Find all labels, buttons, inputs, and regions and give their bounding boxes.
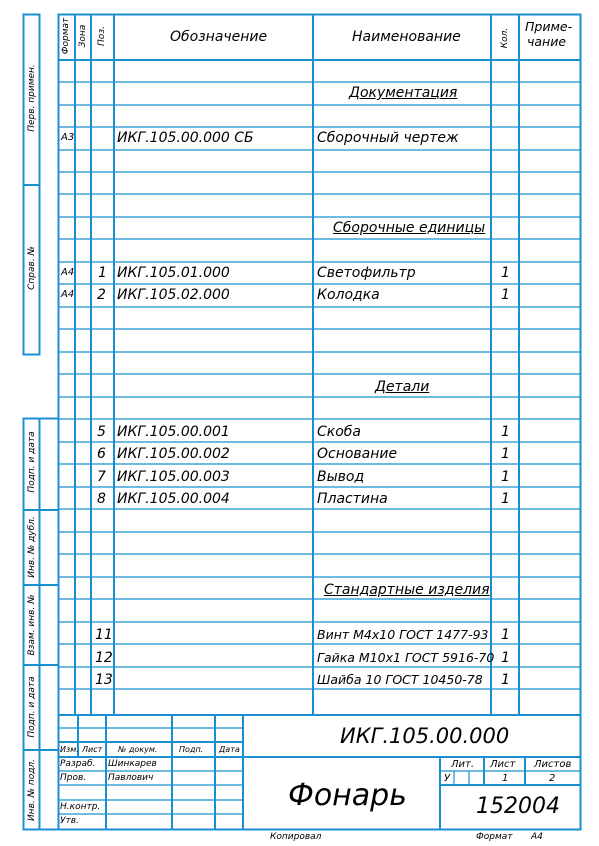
footer-copied: Копировал <box>270 832 322 842</box>
asm2-format: А4 <box>61 289 75 300</box>
tb-designation: ИКГ.105.00.000 <box>340 724 510 748</box>
part4-designation: ИКГ.105.00.004 <box>117 491 230 507</box>
side-inv-podl: Инв. № подл. <box>27 758 37 822</box>
tb-prov-name: Павлович <box>108 773 154 783</box>
asm1-designation: ИКГ.105.01.000 <box>117 265 230 281</box>
section-documentation: Документация <box>349 85 458 101</box>
section-assembly-units: Сборочные единицы <box>333 220 486 236</box>
asm1-qty: 1 <box>501 265 510 281</box>
std2-pos: 12 <box>95 650 113 666</box>
std1-name: Винт М4х10 ГОСТ 1477-93 <box>317 627 489 642</box>
doc-format: А3 <box>61 132 75 143</box>
std3-pos: 13 <box>95 672 113 688</box>
std2-qty: 1 <box>501 650 510 666</box>
tb-nkontr-label: Н.контр. <box>60 802 101 812</box>
side-perv-primen: Перв. примен. <box>27 64 37 132</box>
tb-razrab-name: Шинкарев <box>108 759 157 769</box>
tb-product-name: Фонарь <box>288 778 407 813</box>
section-standard: Стандартные изделия <box>324 582 490 598</box>
side-podp-data-2: Подп. и дата <box>27 676 37 738</box>
footer-format-value: А4 <box>531 832 543 842</box>
header-pos: Поз. <box>97 26 107 46</box>
tb-utv-label: Утв. <box>60 816 79 826</box>
footer-format-label: Формат <box>476 832 513 842</box>
tb-organization: 152004 <box>476 794 560 819</box>
tb-lit-label: Лит. <box>451 759 475 770</box>
part2-designation: ИКГ.105.00.002 <box>117 446 230 462</box>
tb-col-doc: № докум. <box>118 745 158 754</box>
std3-name: Шайба 10 ГОСТ 10450-78 <box>317 672 483 687</box>
part3-qty: 1 <box>501 469 510 485</box>
std1-qty: 1 <box>501 627 510 643</box>
std3-qty: 1 <box>501 672 510 688</box>
asm2-pos: 2 <box>97 287 106 303</box>
std1-pos: 11 <box>95 627 113 643</box>
header-zone: Зона <box>78 24 88 48</box>
tb-list-label: Лист <box>490 759 516 770</box>
part1-designation: ИКГ.105.00.001 <box>117 424 230 440</box>
header-format: Формат <box>61 17 71 55</box>
tb-listov-label: Листов <box>534 759 572 770</box>
part2-name: Основание <box>317 446 398 462</box>
part1-name: Скоба <box>317 424 362 440</box>
tb-lit-value: У <box>444 773 451 784</box>
part3-designation: ИКГ.105.00.003 <box>117 469 230 485</box>
tb-razrab-label: Разраб. <box>60 759 96 769</box>
side-inv-dubl: Инв. № дубл. <box>27 516 37 578</box>
side-vzam-inv: Взам. инв. № <box>27 594 37 656</box>
header-name: Наименование <box>352 29 461 45</box>
part4-pos: 8 <box>97 491 106 507</box>
doc-name: Сборочный чертеж <box>317 130 459 146</box>
part4-name: Пластина <box>317 491 388 507</box>
tb-col-list: Лист <box>82 745 103 754</box>
asm2-qty: 1 <box>501 287 510 303</box>
section-parts: Детали <box>375 379 430 395</box>
tb-prov-label: Пров. <box>60 773 87 783</box>
tb-listov-value: 2 <box>549 773 556 784</box>
asm2-designation: ИКГ.105.02.000 <box>117 287 230 303</box>
header-designation: Обозначение <box>170 29 268 45</box>
part3-name: Вывод <box>317 469 365 485</box>
grid-lines <box>23 14 581 830</box>
part1-pos: 5 <box>97 424 106 440</box>
part3-pos: 7 <box>97 469 106 485</box>
tb-col-data: Дата <box>219 745 240 754</box>
asm2-name: Колодка <box>317 287 380 303</box>
part1-qty: 1 <box>501 424 510 440</box>
header-note-1: Приме- <box>525 19 573 34</box>
side-sprav-no: Справ. № <box>27 246 37 290</box>
part4-qty: 1 <box>501 491 510 507</box>
doc-designation: ИКГ.105.00.000 СБ <box>117 130 254 146</box>
asm1-name: Светофильтр <box>317 265 416 281</box>
header-qty: Кол. <box>500 27 510 49</box>
asm1-pos: 1 <box>98 265 107 281</box>
tb-col-izm: Изм. <box>60 745 79 754</box>
std2-name: Гайка М10х1 ГОСТ 5916-70 <box>317 650 495 665</box>
part2-qty: 1 <box>501 446 510 462</box>
tb-list-value: 1 <box>502 773 509 784</box>
asm1-format: А4 <box>61 267 75 278</box>
tb-col-podp: Подп. <box>179 745 204 754</box>
header-note-2: чание <box>527 34 567 49</box>
part2-pos: 6 <box>97 446 106 462</box>
side-podp-data-1: Подп. и дата <box>27 431 37 493</box>
